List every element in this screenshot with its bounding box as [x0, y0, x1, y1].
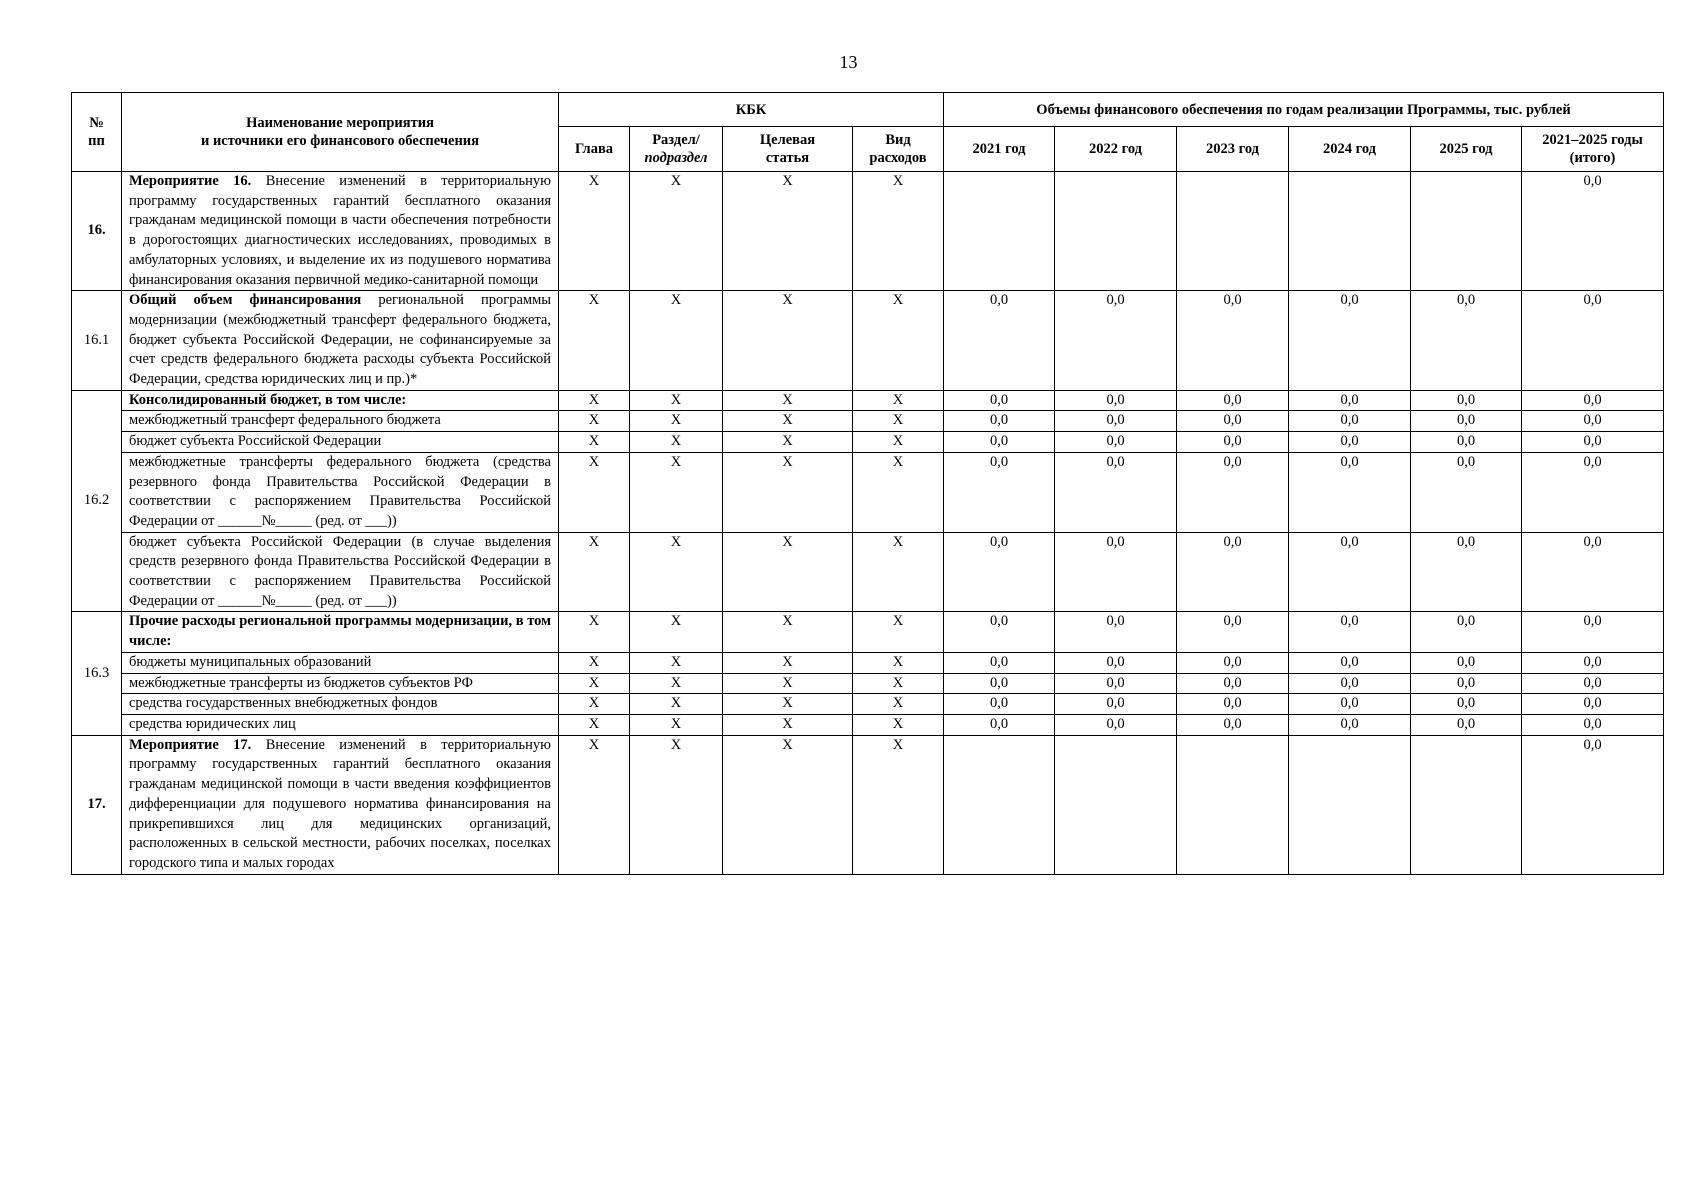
table-row-16-2-reserve-fund-transfer: межбюджетные трансферты федерального бюджета (средства резервного фонда Правительства Российской Федерации в соответствии с распоряжением Правительства Российской Федерации от ______№_____ (ред. от ___)) X X X X 0,0 0,0 0,0 0,0 0,0 0,0	[72, 452, 1664, 532]
table-row-16: 16. Мероприятие 16. Внесение изменений в территориальную программу государственных гарантий бесплатного оказания гражданам медицинской помощи в части обеспечения потребности в дорогостоящих диагностических исследованиях, проводимых в амбулаторных условиях, и выделение их из подушевого норматива финансирования оказания первичной медико-санитарной помощи X X X X 0,0	[72, 172, 1664, 291]
header-total: 2021–2025 годы (итого)	[1522, 127, 1664, 172]
table-row-16-1: 16.1 Общий объем финансирования региональной программы модернизации (межбюджетный трансферт федерального бюджета, бюджет субъекта Российской Федерации, не софинансируемые за счет средств федерального бюджета расходы субъекта Российской Федерации, средства юридических лиц и пр.)* X X X X 0,0 0,0 0,0 0,0 0,0 0,0	[72, 291, 1664, 391]
table-row-16-3-subject-transfers: межбюджетные трансферты из бюджетов субъектов РФ X X X X 0,0 0,0 0,0 0,0 0,0 0,0	[72, 673, 1664, 694]
table-row-17: 17. Мероприятие 17. Внесение изменений в территориальную программу государственных гарантий бесплатного оказания гражданам медицинской помощи в части введения коэффициентов дифференциации для подушевого норматива финансирования на прикрепившихся лиц для медицинских организаций, расположенных в сельской местности, рабочих поселках, поселках городского типа и малых городах X X X X 0,0	[72, 735, 1664, 874]
table-row-16-2-subject-budget: бюджет субъекта Российской Федерации X X X X 0,0 0,0 0,0 0,0 0,0 0,0	[72, 432, 1664, 453]
header-year-2022: 2022 год	[1055, 127, 1177, 172]
financing-table	[71, 92, 1664, 875]
row-name: средства государственных внебюджетных фондов	[122, 694, 559, 715]
row-name: Консолидированный бюджет, в том числе:	[122, 390, 559, 411]
row-name: межбюджетные трансферты из бюджетов субъектов РФ	[122, 673, 559, 694]
header-vid: Вид расходов	[853, 127, 944, 172]
row-name: средства юридических лиц	[122, 714, 559, 735]
row-number: 17.	[72, 735, 122, 874]
header-year-2025: 2025 год	[1411, 127, 1522, 172]
row-number: 16.3	[72, 612, 122, 735]
table-row-16-2-federal-transfer: межбюджетный трансферт федерального бюджета X X X X 0,0 0,0 0,0 0,0 0,0 0,0	[72, 411, 1664, 432]
header-glava: Глава	[559, 127, 630, 172]
row-name: Мероприятие 17. Внесение изменений в территориальную программу государственных гарантий бесплатного оказания гражданам медицинской помощи в части введения коэффициентов дифференциации для подушевого норматива финансирования на прикрепившихся лиц для медицинских организаций, расположенных в сельской местности, рабочих поселках, поселках городского типа и малых городах	[122, 735, 559, 874]
table-row-16-3-municipal: бюджеты муниципальных образований X X X X 0,0 0,0 0,0 0,0 0,0 0,0	[72, 652, 1664, 673]
row-name: Прочие расходы региональной программы модернизации, в том числе:	[122, 612, 559, 652]
row-name: межбюджетный трансферт федерального бюджета	[122, 411, 559, 432]
row-number: 16.1	[72, 291, 122, 391]
header-kbk: КБК	[559, 93, 944, 127]
row-name: Общий объем финансирования региональной программы модернизации (межбюджетный трансферт федерального бюджета, бюджет субъекта Российской Федерации, не софинансируемые за счет средств федерального бюджета расходы субъекта Российской Федерации, средства юридических лиц и пр.)*	[122, 291, 559, 391]
table-row-16-3-other: 16.3 Прочие расходы региональной программы модернизации, в том числе: X X X X 0,0 0,0 0,0 0,0 0,0 0,0	[72, 612, 1664, 652]
header-name: Наименование мероприятия и источники его финансового обеспечения	[122, 93, 559, 172]
row-number: 16.	[72, 172, 122, 291]
header-year-2023: 2023 год	[1177, 127, 1289, 172]
table-row-16-3-legal-entities: средства юридических лиц X X X X 0,0 0,0 0,0 0,0 0,0 0,0	[72, 714, 1664, 735]
header-volumes: Объемы финансового обеспечения по годам реализации Программы, тыс. рублей	[944, 93, 1664, 127]
row-name: бюджет субъекта Российской Федерации (в случае выделения средств резервного фонда Правительства Российской Федерации в соответствии с распоряжением Правительства Российской Федерации от ______№_____ (ред. от ___))	[122, 532, 559, 612]
row-name: Мероприятие 16. Внесение изменений в территориальную программу государственных гарантий бесплатного оказания гражданам медицинской помощи в части обеспечения потребности в дорогостоящих диагностических исследованиях, проводимых в амбулаторных условиях, и выделение их из подушевого норматива финансирования оказания первичной медико-санитарной помощи	[122, 172, 559, 291]
page-number: 13	[839, 52, 858, 72]
table-header	[72, 93, 1664, 172]
table-row-16-2-consolidated: 16.2 Консолидированный бюджет, в том числе: X X X X 0,0 0,0 0,0 0,0 0,0 0,0	[72, 390, 1664, 411]
header-number: № пп	[72, 93, 122, 172]
header-year-2024: 2024 год	[1289, 127, 1411, 172]
table-row-16-3-offbudget-funds: средства государственных внебюджетных фондов X X X X 0,0 0,0 0,0 0,0 0,0 0,0	[72, 694, 1664, 715]
row-name: бюджеты муниципальных образований	[122, 652, 559, 673]
header-year-2021: 2021 год	[944, 127, 1055, 172]
row-number: 16.2	[72, 390, 122, 612]
row-name: межбюджетные трансферты федерального бюджета (средства резервного фонда Правительства Российской Федерации в соответствии с распоряжением Правительства Российской Федерации от ______№_____ (ред. от ___))	[122, 452, 559, 532]
table-row-16-2-subject-reserve: бюджет субъекта Российской Федерации (в случае выделения средств резервного фонда Правительства Российской Федерации в соответствии с распоряжением Правительства Российской Федерации от ______№_____ (ред. от ___)) X X X X 0,0 0,0 0,0 0,0 0,0 0,0	[72, 532, 1664, 612]
header-statya: Целевая статья	[723, 127, 853, 172]
header-razdel: Раздел/ подраздел	[630, 127, 723, 172]
row-name: бюджет субъекта Российской Федерации	[122, 432, 559, 453]
